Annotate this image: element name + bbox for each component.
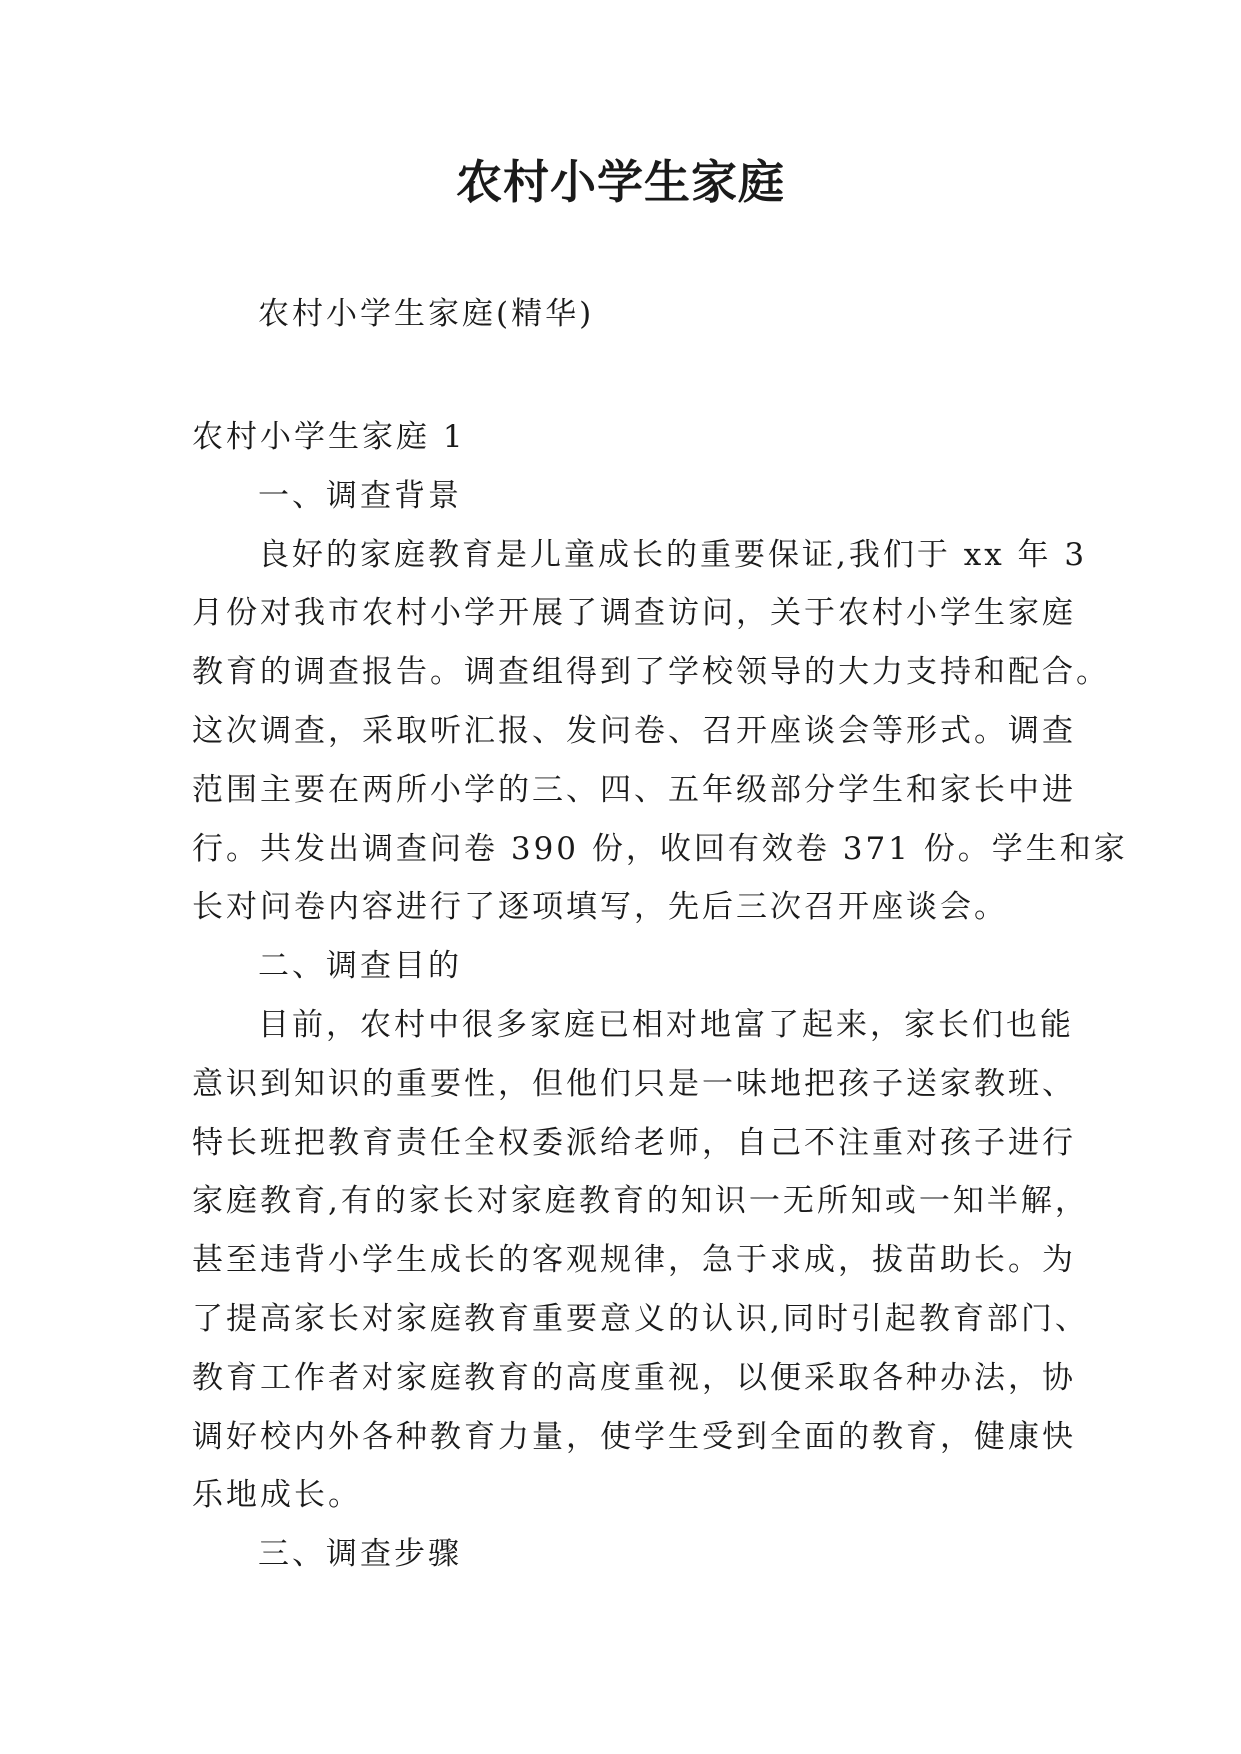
paragraph-line: 良好的家庭教育是儿童成长的重要保证,我们于 xx 年 3 [258, 536, 1088, 573]
paragraph-line: 甚至违背小学生成长的客观规律，急于求成，拔苗助长。为 [192, 1242, 1076, 1279]
paragraph-line: 范围主要在两所小学的三、四、五年级部分学生和家长中进 [192, 771, 1076, 808]
document-subtitle: 农村小学生家庭(精华) [258, 296, 595, 332]
paragraph-line: 调好校内外各种教育力量，使学生受到全面的教育，健康快 [192, 1418, 1076, 1455]
paragraph-line: 长对问卷内容进行了逐项填写，先后三次召开座谈会。 [192, 889, 1008, 926]
document-body [192, 408, 1128, 1584]
paragraph-line: 教育的调查报告。调查组得到了学校领导的大力支持和配合。 [192, 654, 1110, 691]
paragraph-line: 这次调查，采取听汇报、发问卷、召开座谈会等形式。调查 [192, 712, 1076, 749]
heading-steps: 三、调查步骤 [258, 1536, 462, 1573]
paragraph-line: 行。共发出调查问卷 390 份，收回有效卷 371 份。学生和家 [192, 830, 1128, 867]
paragraph-line: 了提高家长对家庭教育重要意义的认识,同时引起教育部门、 [192, 1300, 1089, 1337]
section-title: 农村小学生家庭 1 [192, 419, 466, 455]
paragraph-line: 教育工作者对家庭教育的高度重视，以便采取各种办法，协 [192, 1359, 1076, 1396]
paragraph-line: 乐地成长。 [192, 1477, 362, 1514]
heading-background: 一、调查背景 [258, 477, 462, 514]
paragraph-line: 特长班把教育责任全权委派给老师，自己不注重对孩子进行 [192, 1124, 1076, 1161]
heading-purpose: 二、调查目的 [258, 948, 462, 985]
paragraph-line: 意识到知识的重要性，但他们只是一味地把孩子送家教班、 [192, 1065, 1076, 1102]
document-title: 农村小学生家庭 [456, 155, 785, 209]
paragraph-line: 家庭教育,有的家长对家庭教育的知识一无所知或一知半解， [192, 1183, 1089, 1220]
paragraph-line: 月份对我市农村小学开展了调查访问，关于农村小学生家庭 [192, 595, 1076, 632]
paragraph-line: 目前，农村中很多家庭已相对地富了起来，家长们也能 [258, 1006, 1074, 1043]
